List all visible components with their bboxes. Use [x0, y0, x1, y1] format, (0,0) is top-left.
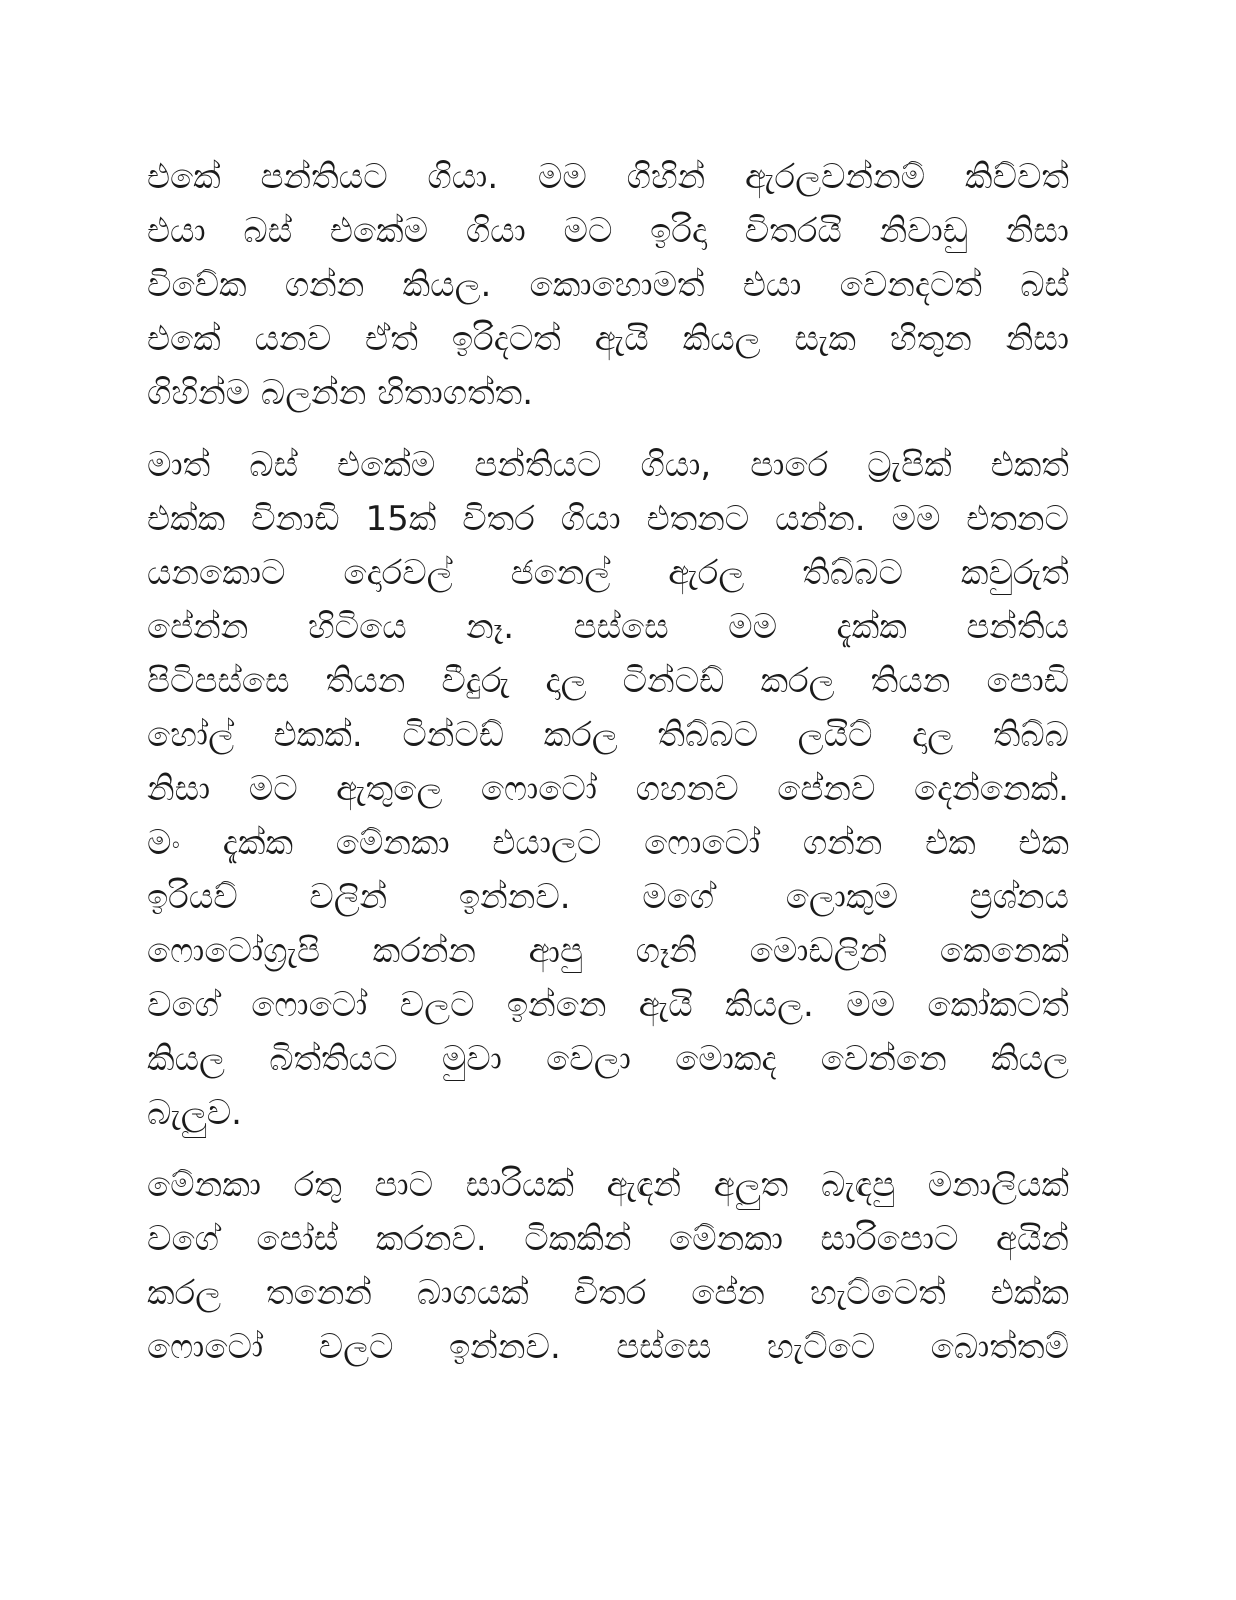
- paragraph-1: [147, 150, 1069, 420]
- text-line: වගේ ෆොටෝ වලට ඉන්නෙ ඇයි කියල. මම කෝකටත්: [147, 985, 1069, 1025]
- text-line: මං දැක්ක මේනකා එයාලට ෆොටෝ ගන්න එක එක: [147, 823, 1069, 863]
- text-line: මේනකා රතු පාට සාරියක් ඇඳන් අලුත බැඳපු මනාලියක්: [147, 1165, 1069, 1205]
- paragraph-3: [147, 1158, 1069, 1374]
- text-line: එයා බස් එකේම ගියා මට ඉරිදා විතරයි නිවාඩු නිසා: [147, 211, 1069, 251]
- body-text: [147, 150, 1069, 1392]
- text-line: බැලුව.: [147, 1093, 242, 1133]
- text-line: එක්ක විනාඩි 15ක් විතර ගියා එතනට යන්න. මම එතනට: [147, 499, 1069, 539]
- text-line: නිසා මට ඇතුලෙ ෆොටෝ ගහනව පේනව දෙන්නෙක්.: [147, 769, 1069, 809]
- text-line: ෆොටෝග්‍රැපි කරන්න ආපු ගෑනි මොඩලින් කෙනෙක්: [147, 931, 1069, 971]
- text-line: එකේ යනව ඒත් ඉරිදටත් ඇයි කියල සැක හිතුන නිසා: [147, 319, 1069, 359]
- text-line: එකේ පන්තියට ගියා. මම ගිහින් ඇරලවන්නම් කිව්වත්: [147, 157, 1069, 197]
- text-line: කියල බිත්තියට මුවා වෙලා මොකද වෙන්නෙ කියල: [147, 1039, 1069, 1079]
- text-line: පේන්න හිටියෙ නෑ. පස්සෙ මම දැක්ක පන්තිය: [147, 607, 1069, 647]
- text-line: වගේ පෝස් කරනව. ටිකකින් මේනකා සාරිපොට අයින්: [147, 1219, 1069, 1259]
- text-line: ගිහින්ම බලන්න හිතාගත්ත.: [147, 373, 534, 413]
- text-line: මාත් බස් එකේම පන්තියට ගියා, පාරෙ ට්‍රැපික් එකත්: [147, 445, 1069, 485]
- text-line: කරල තනෙන් බාගයක් විතර පේන හැට්ටෙත් එක්ක: [147, 1273, 1069, 1313]
- text-line: ඉරියව් වලින් ඉන්නව. මගේ ලොකුම ප්‍රශ්නය: [147, 877, 1069, 917]
- text-line: පිටිපස්සෙ තියන වීදුරු දාල ටින්ටඩ් කරල තියන පොඩි: [147, 661, 1069, 701]
- paragraph-2: [147, 438, 1069, 1140]
- text-line: යනකොට දොරවල් ජනෙල් ඇරල තිබ්බට කවුරුත්: [147, 553, 1069, 593]
- text-line: ෆොටෝ වලට ඉන්නව. පස්සෙ හැට්ටෙ බොත්තම්: [147, 1327, 1069, 1367]
- text-line: විවේක ගන්න කියල. කොහොමත් එයා වෙනදටත් බස්: [147, 265, 1069, 305]
- text-line: හෝල් එකක්. ටින්ටඩ් කරල තිබ්බට ලයිට් දාල තිබ්බ: [147, 715, 1069, 755]
